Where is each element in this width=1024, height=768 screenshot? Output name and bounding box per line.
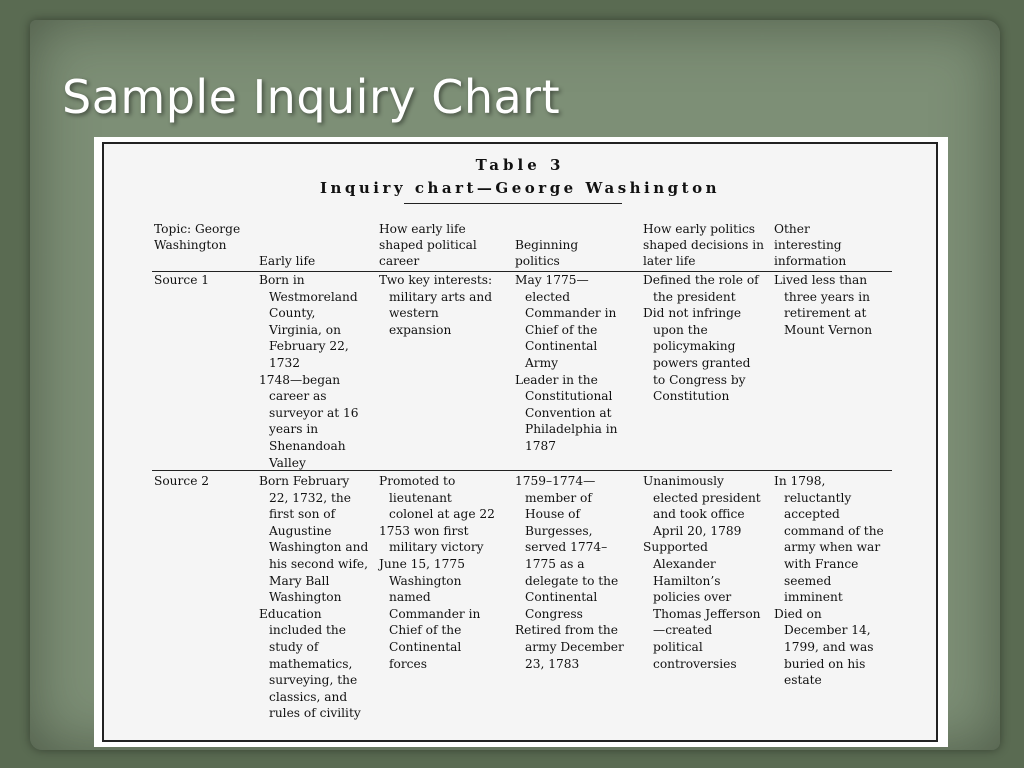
header-early-life: Early life — [259, 254, 316, 268]
row-1-other — [774, 272, 884, 338]
slide-title: Sample Inquiry Chart — [62, 70, 561, 124]
list-item: In 1798, reluctantly accepted command of the army when war with France seemed imminent — [774, 474, 884, 605]
row-2-early-life — [259, 473, 371, 722]
list-item: Leader in the Constitutional Convention at Philadelphia in 1787 — [515, 372, 618, 453]
list-item: Promoted to lieutenant colonel at age 22 — [379, 474, 495, 522]
row-2-beginning-politics — [515, 473, 630, 672]
list-item: June 15, 1775 Washington named Commander in Chief of the Continental forces — [379, 556, 481, 671]
list-item: Supported Alexander Hamilton’s policies over Thomas Jefferson—created political controversies — [643, 540, 761, 671]
list-item: Died on December 14, 1799, and was buried on his estate — [774, 606, 874, 688]
list-item: 1759–1774—member of House of Burgesses, served 1774–1775 as a delegate to the Continental Congress — [515, 474, 619, 621]
list-item: 1748—began career as surveyor at 16 years in Shenandoah Valley — [259, 372, 359, 470]
row-1-later-life — [643, 272, 761, 405]
header-later-life: How early politics shaped decisions in later life — [643, 222, 765, 268]
row-1-beginning-politics — [515, 272, 630, 455]
table-label: Table 3 — [475, 156, 565, 174]
list-item: Retired from the army December 23, 1783 — [515, 623, 624, 671]
list-item: May 1775—elected Commander in Chief of the Continental Army — [515, 273, 617, 370]
list-item: Unanimously elected president and took office April 20, 1789 — [643, 474, 761, 538]
row-1-political-career — [379, 272, 497, 338]
header-beginning-politics: Beginning politics — [515, 238, 579, 268]
header-topic: Topic: George Washington — [154, 222, 241, 252]
header-political-career: How early life shaped political career — [379, 222, 477, 268]
row-divider — [152, 470, 892, 471]
row-2-other — [774, 473, 884, 689]
list-item: 1753 won first military victory — [379, 523, 484, 555]
list-item: Born February 22, 1732, the first son of Augustine Washington and his second wife, Mary Ball Washington — [259, 474, 369, 605]
table-image — [94, 137, 948, 747]
header-other: Other interesting information — [774, 222, 847, 268]
list-item: Lived less than three years in retirement at Mount Vernon — [774, 273, 873, 337]
row-2-political-career — [379, 473, 497, 672]
list-item: Defined the role of the president — [643, 273, 759, 304]
row-2-later-life — [643, 473, 761, 672]
list-item: Two key interests: military arts and western expansion — [379, 273, 493, 337]
row-1-early-life — [259, 272, 371, 471]
list-item: Did not infringe upon the policymaking powers granted to Congress by Constitution — [643, 306, 751, 404]
row-1-source: Source 1 — [154, 273, 210, 287]
table-caption: Inquiry chart—George Washington — [319, 179, 720, 197]
table-frame — [102, 142, 938, 742]
list-item: Born in Westmoreland County, Virginia, on February 22, 1732 — [259, 273, 358, 370]
row-2-source: Source 2 — [154, 474, 210, 488]
list-item: Education included the study of mathematics, surveying, the classics, and rules of civility — [259, 606, 361, 721]
caption-rule — [404, 203, 622, 204]
